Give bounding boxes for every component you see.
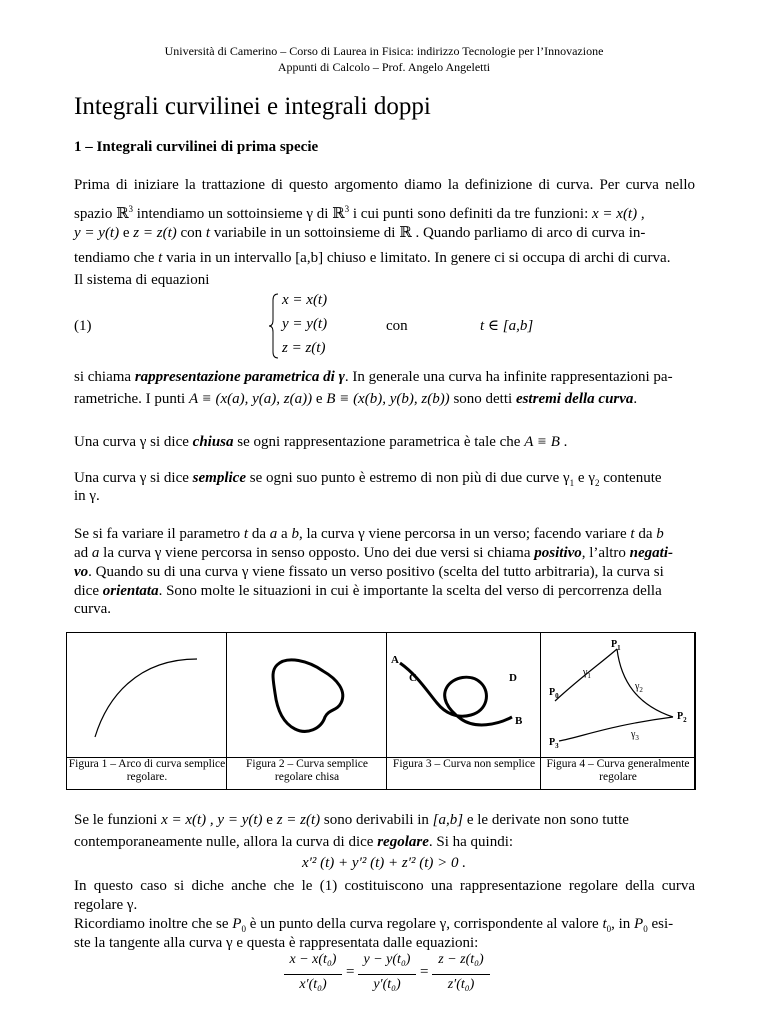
text: e: [312, 391, 327, 407]
p7-line-2: regolare γ.: [74, 897, 138, 913]
text: la curva γ viene percorsa in senso opposto. Uno dei due versi si chiama: [99, 545, 535, 561]
p1-line-3: [74, 223, 645, 243]
p1-line-1: Prima di iniziare la trattazione di questo argomento diamo la definizione di curva. Per curva nello: [74, 177, 695, 193]
text: , l’altro: [581, 545, 630, 561]
equation-z: z = z(t): [282, 340, 326, 356]
figure-2-caption: Figura 2 – Curva semplice regolare chisa: [245, 758, 368, 783]
text: da: [248, 526, 270, 542]
fraction-2-bar: [358, 974, 416, 975]
text: esi-: [647, 916, 674, 932]
p1-line-4: [74, 248, 670, 268]
sub: 0: [606, 924, 612, 934]
header-line-1: Università di Camerino – Corso di Laurea in Fisica: indirizzo Tecnologie per l’Innovazione: [164, 44, 604, 58]
text: ad: [74, 545, 92, 561]
text: a: [277, 526, 292, 542]
label-P0: $P_0$: [549, 687, 559, 700]
text: contemporaneamente nulle, allora la curva di dice: [74, 834, 378, 850]
figure-1-caption: Figura 1 – Arco di curva semplice regolare.: [68, 758, 226, 783]
sup: 3: [128, 204, 134, 214]
term: regolare: [377, 834, 429, 850]
term: orientata: [102, 583, 159, 599]
text: varia in un intervallo [a,b] chiuso e limitato. In genere ci si occupa di archi di curva.: [162, 250, 671, 266]
math: x = x(t) , y = y(t): [161, 812, 263, 828]
p6-line-2: [74, 832, 513, 852]
p2-line-1: [74, 367, 673, 387]
math: b: [291, 526, 299, 542]
term: rappresentazione parametrica di γ: [134, 369, 345, 385]
text: Una curva γ si dice: [74, 434, 193, 450]
text: . In generale una curva ha infinite rappresentazioni pa-: [344, 369, 673, 385]
fraction-1-bar: [284, 974, 342, 975]
equals-1: =: [346, 964, 355, 980]
math: A ≡ (x(a), y(a), z(a)): [188, 391, 313, 407]
text: , in: [611, 916, 635, 932]
math: t: [205, 225, 211, 241]
term: chiusa: [192, 434, 234, 450]
term: negati-: [629, 545, 674, 561]
text: i cui punti sono definiti da tre funzioni:: [349, 206, 589, 222]
text: sono derivabili in: [320, 812, 433, 828]
label-P3: $P_3$: [549, 737, 559, 750]
text: se ogni suo punto è estremo di non più di due curve γ: [246, 470, 570, 486]
term: vo: [74, 564, 89, 580]
fraction-3-numerator: z − z(t₀): [438, 952, 484, 967]
math: z = z(t): [276, 812, 321, 828]
figures-table: [66, 632, 696, 790]
label-B: B: [515, 715, 523, 727]
regularity-formula: x′² (t) + y′² (t) + z′² (t) > 0 .: [301, 855, 467, 871]
math: z = z(t): [133, 225, 177, 241]
fraction-3-bar: [432, 974, 490, 975]
label-gamma3: $\gamma_3$: [631, 729, 639, 742]
text: . Si ha quindi:: [428, 834, 514, 850]
sub: 0: [241, 924, 246, 934]
text: e γ: [574, 470, 595, 486]
equals-2: =: [420, 964, 429, 980]
text: con: [176, 225, 206, 241]
fraction-2-denominator: y′(t₀): [373, 977, 401, 992]
math: b: [656, 526, 664, 542]
math: t: [158, 250, 163, 266]
text: intendiamo un sottoinsieme γ di ℝ: [133, 206, 345, 222]
text: rametriche. I punti: [74, 391, 189, 407]
text: sono detti: [449, 391, 516, 407]
text: tendiamo che: [74, 250, 159, 266]
text: . Sono molte le situazioni in cui è importante la scelta del verso di percorrenza della: [158, 583, 662, 599]
text: .: [633, 391, 638, 407]
section-heading: 1 – Integrali curvilinei di prima specie: [74, 139, 319, 155]
text: .: [559, 434, 568, 450]
p5-line-1: [74, 524, 664, 544]
fraction-2-numerator: y − y(t₀): [363, 952, 411, 967]
text: , la curva γ viene percorsa in un verso; facendo variare: [298, 526, 631, 542]
math: y = y(t): [74, 225, 120, 241]
math: a: [269, 526, 278, 542]
text: Una curva γ si dice: [74, 470, 193, 486]
label-A: A: [391, 654, 399, 666]
fraction-3-denominator: z′(t₀): [447, 977, 475, 992]
label-P2: $P_2$: [677, 711, 687, 724]
math: t: [602, 916, 607, 932]
equation-system: [268, 290, 388, 362]
fraction-1-denominator: x′(t₀): [299, 977, 327, 992]
label-gamma1: $\gamma_1$: [583, 667, 591, 680]
text: Se si fa variare il parametro: [74, 526, 244, 542]
math: [a,b]: [432, 812, 464, 828]
left-brace: [268, 292, 280, 360]
sub: 2: [594, 478, 600, 488]
text: variabile in un sottoinsieme di ℝ . Quando parliamo di arco di curva in-: [210, 225, 646, 241]
p4-line-1: [74, 468, 662, 493]
term: positivo: [534, 545, 582, 561]
term: semplice: [192, 470, 246, 486]
math: P: [634, 916, 644, 932]
p6-line-1: [74, 810, 629, 830]
math: P: [232, 916, 242, 932]
text: si chiama: [74, 369, 135, 385]
sup: 3: [344, 204, 350, 214]
math: a: [91, 545, 100, 561]
p3-line: [74, 432, 567, 452]
math: t: [630, 526, 635, 542]
p5-line-5: curva.: [74, 601, 112, 617]
math: B ≡ (x(b), y(b), z(b)): [326, 391, 450, 407]
text: contenute: [599, 470, 662, 486]
system-con: con: [386, 318, 408, 334]
p5-line-2: [74, 543, 673, 563]
figure-3-caption: Figura 3 – Curva non semplice: [392, 758, 536, 770]
figure-4-caption: Figura 4 – Curva generalmente regolare: [546, 758, 690, 783]
label-D: D: [509, 672, 517, 684]
fraction-1-numerator: x − x(t₀): [289, 952, 337, 967]
term: estremi della curva: [515, 391, 634, 407]
text: . Quando su di una curva γ viene fissato un verso positivo (scelta del tutto arbitraria), la curva si: [88, 564, 664, 580]
figure-1-curve: [67, 633, 226, 757]
p1-line-5: Il sistema di equazioni: [74, 272, 210, 288]
text: spazio ℝ: [74, 206, 129, 222]
figure-2-closed-curve: [227, 633, 386, 757]
math: t: [243, 526, 249, 542]
figure-4-curve: [541, 633, 695, 757]
p1-line-2: [74, 199, 645, 224]
system-label: (1): [74, 318, 92, 334]
tangent-equations: [282, 952, 492, 998]
p7-line-4: ste la tangente alla curva γ e questa è rappresentata dalle equazioni:: [74, 935, 479, 951]
sub: 0: [643, 924, 648, 934]
text: da: [634, 526, 657, 542]
equation-y: y = y(t): [282, 316, 328, 332]
math: A ≡ B: [524, 434, 560, 450]
p5-line-4: [74, 581, 662, 601]
p5-line-3: [74, 562, 664, 582]
text: e: [119, 225, 134, 241]
equation-x: x = x(t): [282, 292, 328, 308]
label-C: C: [409, 672, 417, 684]
text: Se le funzioni: [74, 812, 162, 828]
header-line-2: Appunti di Calcolo – Prof. Angelo Angeletti: [277, 60, 491, 74]
text: e: [262, 812, 277, 828]
label-P1: $P_1$: [611, 639, 621, 652]
page-title: Integrali curvilinei e integrali doppi: [74, 93, 431, 120]
text: Ricordiamo inoltre che se: [74, 916, 233, 932]
text: dice: [74, 583, 103, 599]
p7-line-1: In questo caso si diche anche che le (1) costituiscono una rappresentazione regolare della curva: [74, 878, 695, 894]
label-gamma2: $\gamma_2$: [635, 681, 643, 694]
text: se ogni rappresentazione parametrica è tale che: [233, 434, 525, 450]
figure-3-curve: [387, 633, 540, 757]
p4-line-2: in γ.: [74, 488, 100, 504]
system-range: t ∈ [a,b]: [480, 318, 534, 334]
text: e le derivate non sono tutte: [463, 812, 629, 828]
p2-line-2: [74, 389, 637, 409]
sub: 1: [569, 478, 575, 488]
math: x = x(t) ,: [592, 206, 645, 222]
text: è un punto della curva regolare γ, corrispondente al valore: [245, 916, 603, 932]
